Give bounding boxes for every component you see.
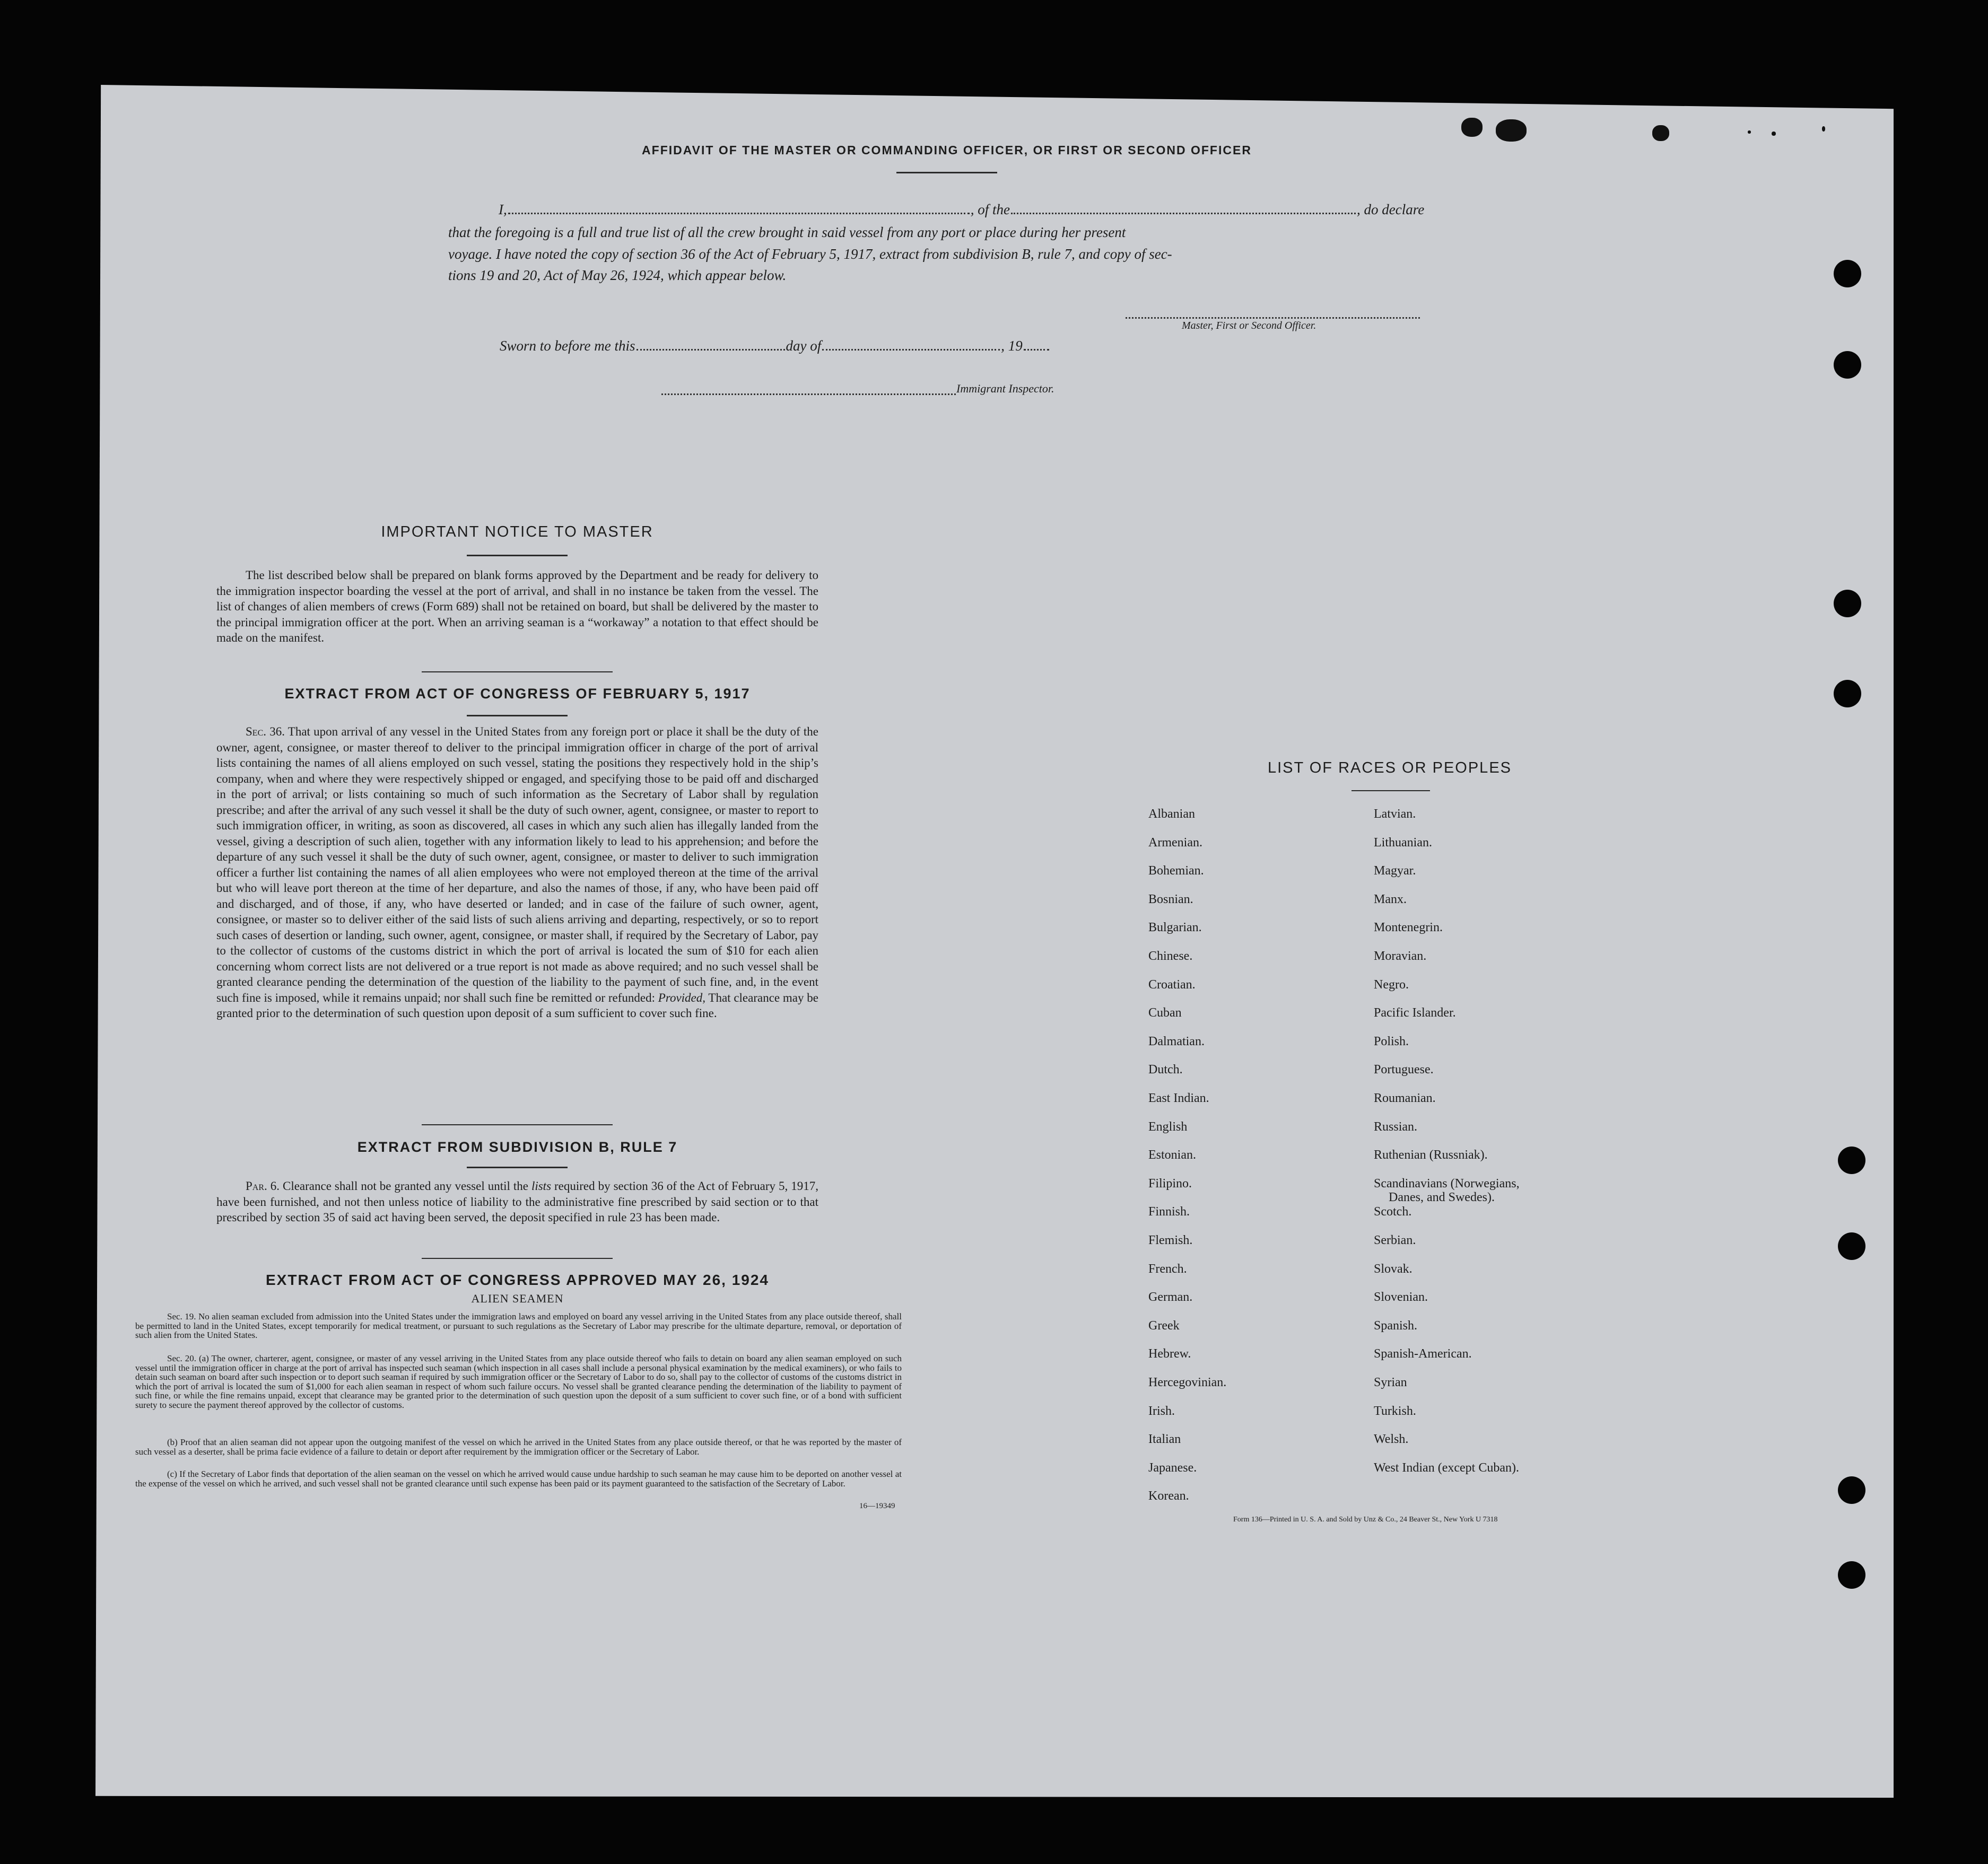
race-item: Finnish. <box>1148 1205 1190 1219</box>
section-36-label: Sec. 36. <box>246 725 285 738</box>
race-item: Croatian. <box>1148 977 1196 992</box>
punch-hole <box>1838 1147 1865 1174</box>
race-item: Chinese. <box>1148 949 1193 963</box>
race-item: Lithuanian. <box>1374 835 1432 850</box>
declaration-line-2: that the foregoing is a full and true list of all the crew brought in said vessel from any port or place during her present <box>448 224 1126 240</box>
race-item: Danes, and Swedes). <box>1389 1190 1495 1204</box>
race-item: Filipino. <box>1148 1176 1192 1191</box>
race-item: Slovak. <box>1374 1262 1412 1276</box>
punch-hole <box>1838 1232 1865 1260</box>
provided-text: Provided, <box>658 991 706 1004</box>
race-item: Irish. <box>1148 1404 1175 1418</box>
race-item: Spanish-American. <box>1374 1347 1472 1361</box>
race-item: Pacific Islander. <box>1374 1006 1456 1020</box>
ink-blot <box>1461 118 1483 137</box>
race-item: Dutch. <box>1148 1063 1183 1077</box>
race-item: Hebrew. <box>1148 1347 1191 1361</box>
ink-blot <box>1496 119 1527 142</box>
sworn-month-blank[interactable] <box>822 349 1000 351</box>
race-item: Polish. <box>1374 1034 1409 1048</box>
lists-text: lists <box>531 1179 552 1193</box>
race-item: Manx. <box>1374 892 1407 906</box>
form-footer: Form 136—Printed in U. S. A. and Sold by Unz & Co., 24 Beaver St., New York U 7318 <box>1233 1516 1498 1524</box>
section-36-text: That upon arrival of any vessel in the United States from any foreign port or place it shall be the duty of the owner, agent, consignee, or master thereof to deliver to the principal immigration officer in charge of the port of arrival lists containing the names of all aliens employed on such vessel, stating the positions they respectively hold in the ship’s company, when and where they were respectively shipped or engaged, and specifying those to be paid off and discharged in the port of arrival; or lists containing so much of such information as the Secretary of Labor shall by regulation prescribe; and after the arrival of any such vessel it shall be the duty of such owner, agent, consignee, or master to report to such immigration officer, in writing, as soon as discovered, all cases in which any such alien has illegally landed from the vessel, giving a description of such alien, together with any information likely to lead to his apprehension; and before the departure of any such vessel it shall be the duty of such owner, agent, consignee, or master to deliver to such immigration officer a further list containing the names of all alien employees who were not employed thereon at the time of the arrival but who will leave port thereon at the time of her departure, and also the names of those, if any, who have been paid off and discharged, and of those, if any, who have deserted or landed; and in case of the failure of such owner, agent, consignee, or master so to deliver either of the said lists of such aliens arriving and departing, respectively, or so to report such cases of desertion or landing, such owner, agent, consignee, or master shall, if required by the Secretary of Labor, pay to the collector of customs of the customs district in which the port of arrival is located the sum of $10 for each alien concerning whom correct lists are not delivered or a true report is not made as above required; and no such vessel shall be granted clearance pending the determination of the question of the liability to the payment of such fine, and, in the event such fine is imposed, while it remains unpaid; nor shall such fine be remitted or refunded: <box>216 725 818 1004</box>
print-code: 16—19349 <box>859 1502 895 1510</box>
race-item: Albanian <box>1148 807 1195 821</box>
sworn-line <box>500 338 1050 354</box>
race-item: English <box>1148 1119 1188 1134</box>
extract-rule7-body <box>216 1178 818 1226</box>
do-declare-text: , do declare <box>1357 202 1425 217</box>
race-item: Flemish. <box>1148 1233 1193 1247</box>
punch-hole <box>1834 680 1861 707</box>
par-6-text: Clearance shall not be granted any vessel until the <box>282 1179 528 1193</box>
race-item: Turkish. <box>1374 1404 1416 1418</box>
divider <box>422 1258 613 1259</box>
divider <box>422 1124 613 1125</box>
punch-hole <box>1834 351 1861 379</box>
race-item: West Indian (except Cuban). <box>1374 1460 1519 1475</box>
declaration-line-4: tions 19 and 20, Act of May 26, 1924, which appear below. <box>448 267 787 283</box>
divider <box>896 172 997 173</box>
race-item: Hercegovinian. <box>1148 1376 1227 1389</box>
race-item: Slovenian. <box>1374 1290 1428 1305</box>
vessel-blank[interactable] <box>1011 213 1356 214</box>
master-signature-label: Master, First or Second Officer. <box>1182 320 1316 331</box>
race-item: Armenian. <box>1148 835 1202 850</box>
divider <box>467 555 568 556</box>
race-item: Dalmatian. <box>1148 1034 1205 1048</box>
race-item: Korean. <box>1148 1489 1189 1503</box>
ink-blot <box>1822 126 1825 132</box>
day-of-text: day of <box>786 338 822 354</box>
race-item: Montenegrin. <box>1374 921 1443 935</box>
punch-hole <box>1838 1561 1865 1589</box>
inspector-signature-line[interactable] <box>661 393 956 395</box>
race-item: Scandinavians (Norwegians, <box>1374 1176 1520 1191</box>
declaration-line-3: voyage. I have noted the copy of section 36 of the Act of February 5, 1917, extract from subdivision B, rule 7, and copy of sec- <box>448 246 1172 262</box>
sworn-year-blank[interactable] <box>1024 349 1049 351</box>
race-item: Russian. <box>1374 1119 1418 1134</box>
race-item: Bulgarian. <box>1148 921 1202 935</box>
ink-blot <box>1652 125 1669 141</box>
of-the-text: , of the <box>970 202 1010 217</box>
race-item: German. <box>1148 1290 1193 1305</box>
race-item: Welsh. <box>1374 1432 1409 1447</box>
race-item: Bohemian. <box>1148 864 1204 878</box>
name-blank[interactable] <box>508 213 970 214</box>
alien-seamen-subtitle: ALIEN SEAMEN <box>471 1292 564 1305</box>
race-item: Syrian <box>1374 1376 1407 1389</box>
declaration-line-1 <box>499 202 1424 218</box>
section-20b-text: (b) Proof that an alien seaman did not appear upon the outgoing manifest of the vessel on which he arrived in the United States from any place outside thereof, or that he was reported by the master of such vessel as a deserter, shall be prima facie evidence of a failure to detain or deport after requirement by the immigration officer or the Secretary of Labor. <box>135 1437 902 1457</box>
sworn-text: Sworn to before me this <box>500 338 635 354</box>
master-signature-line[interactable] <box>1126 317 1420 319</box>
race-item: Negro. <box>1374 977 1409 992</box>
race-item: Cuban <box>1148 1006 1182 1020</box>
par-6-label: Par. 6. <box>246 1179 280 1193</box>
divider <box>1352 790 1430 791</box>
affidavit-title: AFFIDAVIT OF THE MASTER OR COMMANDING OFFICER, OR FIRST OR SECOND OFFICER <box>642 143 1252 157</box>
par-6-text-end: required by section 36 of the Act of February 5, 1917, have been furnished, and not then unless notice of liability to the administrative fine prescribed by said section or to that prescribed by section 35 of said act having been served, the deposit specified in rule 23 has been made. <box>216 1179 818 1224</box>
race-item: French. <box>1148 1262 1187 1276</box>
race-item: Magyar. <box>1374 864 1416 878</box>
declaration-i: I, <box>499 202 507 217</box>
race-item: Serbian. <box>1374 1233 1416 1247</box>
ink-blot <box>1772 132 1776 136</box>
section-20c-text: (c) If the Secretary of Labor finds that deportation of the alien seaman on the vessel on which he arrived would cause undue hardship to such seaman he may cause him to be deported on another vessel at the expense of the vessel on which he arrived, and such vessel shall not be granted clearance until such expense has been paid or its payment guaranteed to the satisfaction of the Secretary of Labor. <box>135 1469 902 1489</box>
race-item: Italian <box>1148 1432 1181 1447</box>
divider <box>467 1167 568 1168</box>
race-item: Japanese. <box>1148 1460 1197 1475</box>
divider <box>467 715 568 716</box>
extract-rule7-title: EXTRACT FROM SUBDIVISION B, RULE 7 <box>357 1139 678 1155</box>
race-item: Estonian. <box>1148 1148 1196 1162</box>
race-item: Roumanian. <box>1374 1091 1436 1105</box>
sworn-day-blank[interactable] <box>636 349 785 351</box>
ink-blot <box>1748 130 1751 134</box>
races-title: LIST OF RACES OR PEOPLES <box>1267 759 1512 776</box>
punch-hole <box>1834 590 1861 617</box>
divider <box>422 671 613 672</box>
inspector-label: Immigrant Inspector. <box>956 382 1054 395</box>
extract-1924-title: EXTRACT FROM ACT OF CONGRESS APPROVED MAY 26, 1924 <box>266 1272 769 1288</box>
race-item: Scotch. <box>1374 1205 1412 1219</box>
race-item: Greek <box>1148 1318 1180 1333</box>
race-item: Moravian. <box>1374 949 1427 963</box>
race-item: Spanish. <box>1374 1318 1418 1333</box>
race-item: Latvian. <box>1374 807 1416 821</box>
extract-1917-title: EXTRACT FROM ACT OF CONGRESS OF FEBRUARY 5, 1917 <box>284 686 751 702</box>
race-item: East Indian. <box>1148 1091 1209 1105</box>
notice-title: IMPORTANT NOTICE TO MASTER <box>381 523 653 540</box>
section-20a-text: Sec. 20. (a) The owner, charterer, agent, consignee, or master of any vessel arriving in the United States from any place outside thereof who fails to detain on board any alien seaman employed on such vessel until the immigration officer in charge at the port of arrival has inspected such seaman (which inspection in all cases shall include a personal physical examination by the medical examiners), or who fails to detain such seaman on board after such inspection or to deport such seaman if required by such immigration officer or the Secretary of Labor to do so, shall pay to the collector of customs of the customs district in which the port of arrival is located the sum of $1,000 for each alien seaman in respect of whom such failure occurs. No vessel shall be granted clearance pending the determination of the liability to payment of such fine, or while the fine remains unpaid, except that clearance may be granted prior to the determination of such question upon the deposit of a sum sufficient to cover such fine, or of a bond with sufficient surety to secure the payment thereof approved by the collector of customs. <box>135 1353 902 1410</box>
section-36-text-end: That clearance may be granted prior to the determination of such question upon deposit of a sum sufficient to cover such fine. <box>216 991 818 1020</box>
notice-body: The list described below shall be prepared on blank forms approved by the Department and be ready for delivery to the immigration inspector boarding the vessel at the port of arrival, and shall in no instance be taken from the vessel. The list of changes of alien members of crews (Form 689) shall not be retained on board, but shall be delivered by the master to the principal immigration officer at the port. When an arriving seaman is a “workaway” a notation to that effect should be made on the manifest. <box>216 568 818 644</box>
race-item: Portuguese. <box>1374 1063 1434 1077</box>
extract-1917-body <box>216 724 818 1021</box>
punch-hole <box>1838 1476 1865 1504</box>
section-19-text: Sec. 19. No alien seaman excluded from admission into the United States under the immigration laws and employed on board any vessel arriving in the United States from any place outside thereof, shall be permitted to land in the United States, except temporarily for medical treatment, or pursuant to such regulations as the Secretary of Labor may prescribe for the ultimate departure, removal, or deportation of such alien from the United States. <box>135 1311 902 1340</box>
year-text: , 19 <box>1001 338 1023 354</box>
race-item: Bosnian. <box>1148 892 1193 906</box>
race-item: Ruthenian (Russniak). <box>1374 1148 1488 1162</box>
punch-hole <box>1834 260 1861 287</box>
